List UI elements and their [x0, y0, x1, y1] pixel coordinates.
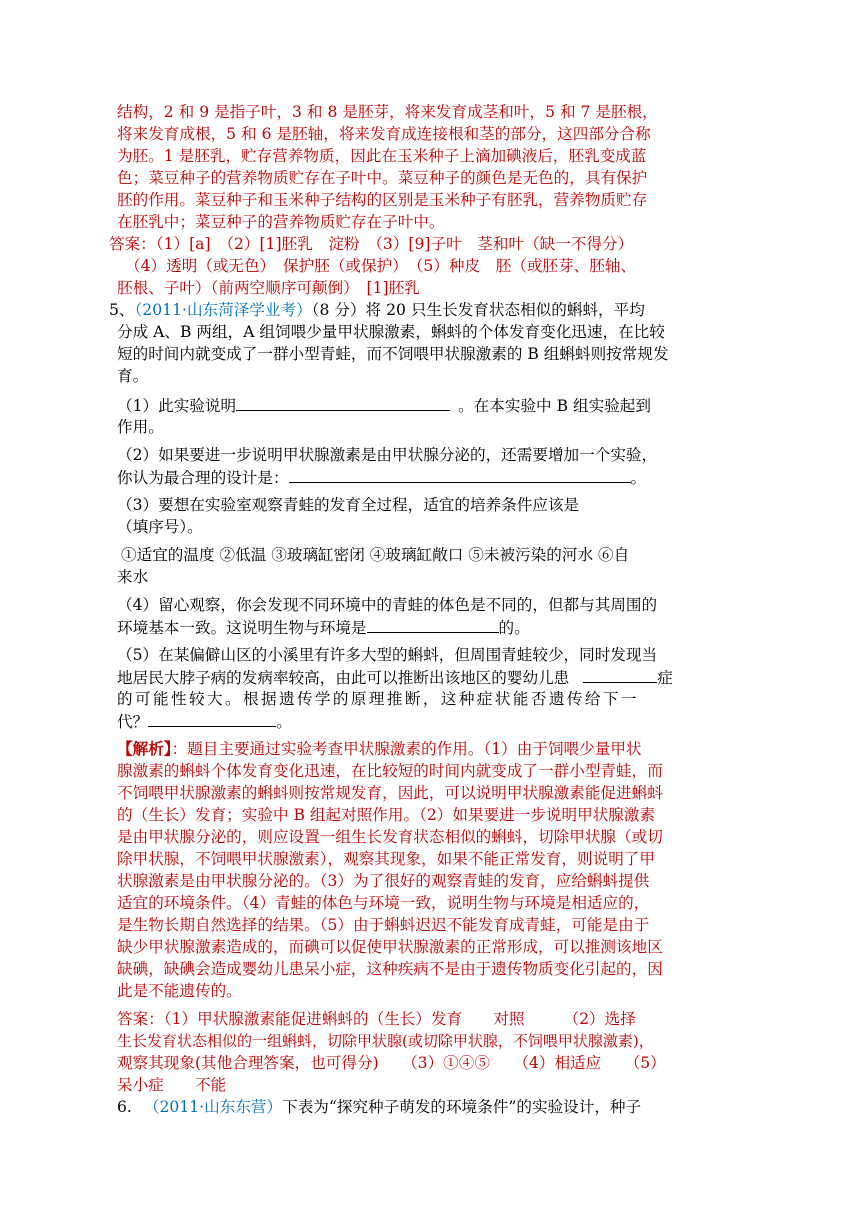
- options-line: ①适宜的温度 ②低温 ③玻璃缸密闭 ④玻璃缸敞口 ⑤未被污染的河水 ⑥自: [121, 546, 630, 564]
- subquestion-2: （2）如果要进一步说明甲状腺激素是由甲状腺分泌的，还需要增加一个实验，: [117, 446, 658, 464]
- analysis-line: 此是不能遗传的。: [117, 982, 242, 1000]
- question-stem-line: 分成 A、B 两组，A 组饲喂少量甲状腺激素，蝌蚪的个体发育变化迅速，在比较: [117, 323, 665, 341]
- answer-line: 胚根、子叶）（前两空顺序可颠倒） [1]胚乳: [117, 279, 420, 297]
- answer-line: 答案：（1）[a] （2）[1]胚乳 淀粉 （3）[9]子叶 茎和叶（缺一不得分）: [109, 235, 634, 253]
- subquestion-3: （3）要想在实验室观察青蛙的发育全过程，适宜的培养条件应该是: [117, 496, 580, 514]
- explanation-line: 色；菜豆种子的营养物质贮存在子叶中。菜豆种子的颜色是无色的，具有保护: [117, 169, 648, 187]
- explanation-line: 胚的作用。菜豆种子和玉米种子结构的区别是玉米种子有胚乳，营养物质贮存: [117, 191, 648, 209]
- analysis-line: 不饲喂甲状腺激素的蝌蚪则按常规发育，因此，可以说明甲状腺激素能促进蝌蚪: [117, 784, 663, 802]
- explanation-line: 在胚乳中；菜豆种子的营养物质贮存在子叶中。: [117, 213, 445, 231]
- explanation-line: 将来发育成根，5 和 6 是胚轴，将来发育成连接根和茎的部分，这四部分合称: [117, 125, 651, 143]
- question-stem-line: 育。: [117, 367, 149, 385]
- answer-line: 答案：（1）甲状腺激素能促进蝌蚪的（生长）发育 对照 （2）选择: [117, 1010, 636, 1028]
- subquestion-5-cont: 地居民大脖子病的发病率较高，由此可以推断出该地区的婴幼儿患 症: [117, 666, 673, 689]
- options-line: 来水: [117, 568, 149, 586]
- subquestion-4: （4）留心观察，你会发现不同环境中的青蛙的体色是不同的，但都与其周围的: [117, 596, 658, 614]
- question-number: 6.: [117, 1098, 132, 1116]
- analysis-line: 状腺激素是由甲状腺分泌的。（3）为了很好的观察青蛙的发育，应给蝌蚪提供: [117, 872, 650, 890]
- answer-blank[interactable]: [367, 616, 499, 633]
- answer-blank[interactable]: [289, 466, 631, 483]
- answer-blank[interactable]: [236, 394, 450, 411]
- analysis-line: 的（生长）发育；实验中 B 组起对照作用。（2）如果要进一步说明甲状腺激素: [117, 806, 656, 824]
- explanation-line: 为胚。1 是胚乳，贮存营养物质，因此在玉米种子上滴加碘液后，胚乳变成蓝: [117, 147, 647, 165]
- analysis-tag: 【解析】: [117, 739, 172, 758]
- answer-blank[interactable]: [148, 710, 276, 727]
- question-source: （2011·山东东营）: [143, 1098, 283, 1116]
- explanation-line: 结构，2 和 9 是指子叶，3 和 8 是胚芽，将来发育成茎和叶，5 和 7 是胚根，: [117, 103, 658, 121]
- question-stem: （8 分）将 20 只生长发育状态相似的蝌蚪，平均: [311, 301, 645, 319]
- analysis-line: 是生物长期自然选择的结果。（5）由于蝌蚪迟迟不能发育成青蛙，可能是由于: [117, 916, 650, 934]
- question-stem: 下表为“探究种子萌发的环境条件”的实验设计，种子: [282, 1098, 642, 1116]
- subquestion-5: （5）在某偏僻山区的小溪里有许多大型的蝌蚪，但周围青蛙较少，同时发现当: [117, 646, 658, 664]
- analysis-line: 腺激素的蝌蚪个体发育变化迅速，在比较短的时间内就变成了一群小型青蛙，而: [117, 762, 663, 780]
- question-stem-line: 短的时间内就变成了一群小型青蛙，而不饲喂甲状腺激素的 B 组蝌蚪则按常规发: [117, 345, 669, 363]
- analysis-line: 适宜的环境条件。（4）青蛙的体色与环境一致，说明生物与环境是相适应的，: [117, 894, 650, 912]
- answer-blank[interactable]: [583, 666, 657, 683]
- question-6-header: [117, 1096, 641, 1118]
- subquestion-3-cont: （填序号）。: [117, 518, 203, 536]
- subquestion-1-cont: 作用。: [117, 418, 164, 436]
- answer-line: 生长发育状态相似的一组蝌蚪，切除甲状腺(或切除甲状腺，不饲喂甲状腺激素)，: [117, 1032, 654, 1050]
- analysis-line: 除甲状腺，不饲喂甲状腺激素），观察其现象，如果不能正常发育，则说明了甲: [117, 850, 655, 868]
- question-5-header: [109, 299, 645, 321]
- analysis-line: 缺碘，缺碘会造成婴幼儿患呆小症，这种疾病不是由于遗传物质变化引起的，因: [117, 960, 663, 978]
- answer-line: 呆小症 不能: [117, 1076, 227, 1094]
- question-source: （2011·山东菏泽学业考）: [134, 301, 312, 319]
- question-number: 5、: [109, 301, 135, 319]
- subquestion-1: （1）此实验说明 。在本实验中 B 组实验起到: [117, 394, 651, 417]
- subquestion-4-cont: 环境基本一致。这说明生物与环境是 的。: [117, 616, 530, 639]
- subquestion-5-cont: 的可能性较大。根据遗传学的原理推断，这种症状能否遗传给下一: [117, 690, 639, 708]
- analysis-line: 【解析】：题目主要通过实验考查甲状腺激素的作用。（1）由于饲喂少量甲状: [117, 739, 642, 758]
- analysis-line: 是由甲状腺分泌的，则应设置一组生长发育状态相似的蝌蚪，切除甲状腺（或切: [117, 828, 663, 846]
- answer-line: （4）透明（或无色） 保护胚（或保护） （5）种皮 胚（或胚芽、胚轴、: [125, 257, 637, 275]
- analysis-line: 缺少甲状腺激素造成的，而碘可以促使甲状腺激素的正常形成，可以推测该地区: [117, 938, 663, 956]
- subquestion-5-cont: 代？ 。: [117, 710, 292, 733]
- subquestion-2-cont: 你认为最合理的设计是： 。: [117, 466, 646, 489]
- answer-line: 观察其现象(其他合理答案，也可得分) （3）①④⑤ （4）相适应 （5）: [117, 1054, 666, 1072]
